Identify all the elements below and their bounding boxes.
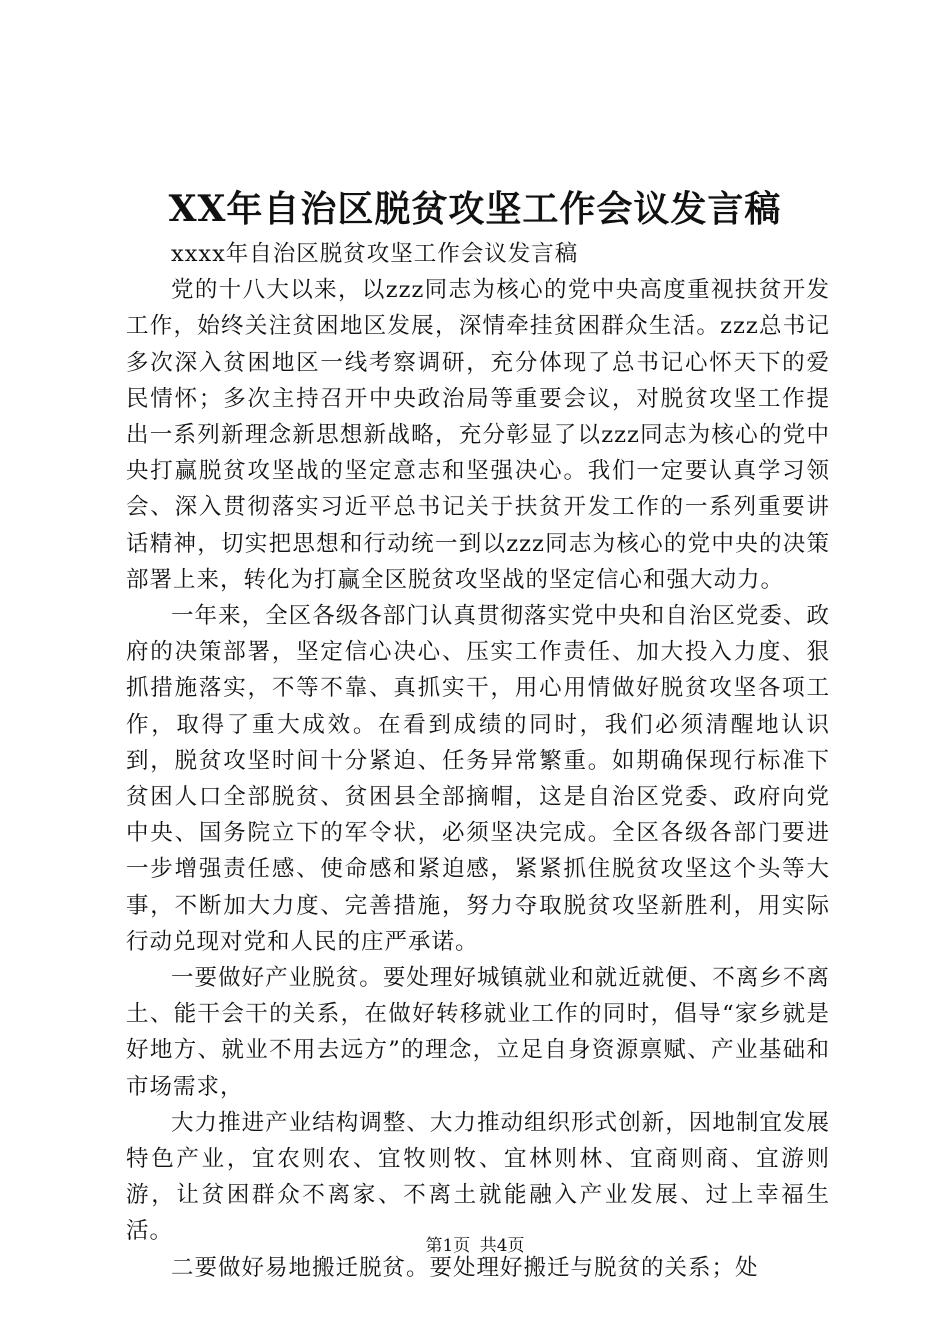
paragraph: 二要做好易地搬迁脱贫。要处理好搬迁与脱贫的关系；处	[171, 1254, 759, 1281]
page-total: 共4页	[479, 1236, 525, 1256]
document-title: XX年自治区脱贫攻坚工作会议发言稿	[168, 188, 782, 230]
page-footer	[0, 1234, 950, 1258]
document-body	[126, 236, 830, 1286]
paragraph: 一要做好产业脱贫。要处理好城镇就业和就近就便、不离乡不离土、能干会干的关系，在做好转移就业工作的同时，倡导“家乡就是好地方、就业不用去远方”的理念，立足自身资源禀赋、产业基础和市场需求，	[126, 965, 830, 1100]
paragraph-subtitle: xxxx年自治区脱贫攻坚工作会议发言稿	[171, 241, 579, 267]
paragraph: 一年来，全区各级各部门认真贯彻落实党中央和自治区党委、政府的决策部署，坚定信心决心、压实工作责任、加大投入力度、狠抓措施落实，不等不靠、真抓实干，用心用情做好脱贫攻坚各项工作，取得了重大成效。在看到成绩的同时，我们必须清醒地认识到，脱贫攻坚时间十分紧迫、任务异常繁重。如期确保现行标准下贫困人口全部脱贫、贫困县全部摘帽，这是自治区党委、政府向党中央、国务院立下的军令状，必须坚决完成。全区各级各部门要进一步增强责任感、使命感和紧迫感，紧紧抓住脱贫攻坚这个头等大事，不断加大力度、完善措施，努力夺取脱贫攻坚新胜利，用实际行动兑现对党和人民的庄严承诺。	[126, 603, 830, 955]
paragraph: 大力推进产业结构调整、大力推动组织形式创新，因地制宜发展特色产业，宜农则农、宜牧则牧、宜林则林、宜商则商、宜游则游，让贫困群众不离家、不离土就能融入产业发展、过上幸福生活。	[126, 1109, 830, 1245]
paragraph: 党的十八大以来，以zzz同志为核心的党中央高度重视扶贫开发工作，始终关注贫困地区发展，深情牵挂贫困群众生活。zzz总书记多次深入贫困地区一线考察调研，充分体现了总书记心怀天下的爱民情怀；多次主持召开中央政治局等重要会议，对脱贫攻坚工作提出一系列新理念新思想新战略，充分彰显了以zzz同志为核心的党中央打赢脱贫攻坚战的坚定意志和坚强决心。我们一定要认真学习领会、深入贯彻落实习近平总书记关于扶贫开发工作的一系列重要讲话精神，切实把思想和行动统一到以zzz同志为核心的党中央的决策部署上来，转化为打赢全区脱贫攻坚战的坚定信心和强大动力。	[126, 277, 830, 593]
page-number: 第1页	[425, 1236, 471, 1256]
